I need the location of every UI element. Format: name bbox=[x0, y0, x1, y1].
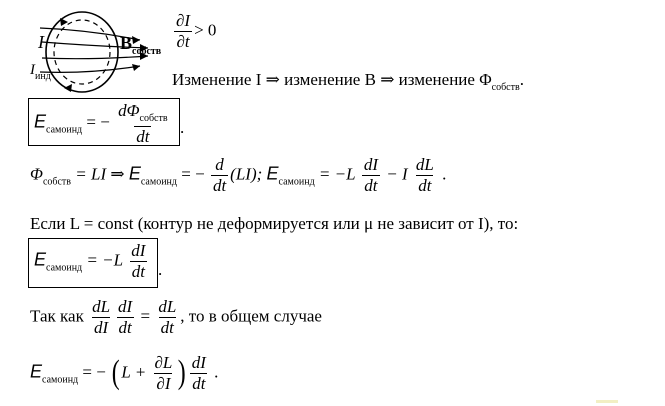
condition-fraction: $\frac{\partial I}{\partial t}$ > 0 bbox=[176, 11, 217, 51]
field-label: $B_{собств}$ bbox=[120, 33, 162, 57]
coil-loop-outer bbox=[46, 12, 118, 92]
current-label: I bbox=[38, 32, 44, 52]
formula-flux-LI: $\Phi_{собств}$ = LI ⇒ $E_{самоинд}$ = − $\frac{d}{dt}$ (LI); $E_{самоинд} = -L$ $\frac{dI}{dt}$ − I $\frac{dL}{dt}$ . bbox=[30, 155, 447, 195]
formula-3-end: . bbox=[158, 260, 163, 279]
formula-self-induction-flux: $E_{самоинд}$ = − $\frac{d\Phi_{собств}}{dt}$ bbox=[34, 101, 168, 146]
induced-current-label: $I_{инд}$ bbox=[30, 62, 51, 82]
constant-L-condition-text: Если L = const (контур не деформируется или μ не зависит от I), то: bbox=[30, 214, 519, 233]
formula-self-induction-constant-L: $E_{самоинд} = -L$ $\frac{dI}{dt}$ bbox=[34, 241, 146, 281]
corner-marker bbox=[596, 400, 618, 403]
formula-self-induction-general: $E_{самоинд}$ = − (L + $\frac{\partial L}{\partial I}$ ) $\frac{dI}{dt}$ . bbox=[30, 353, 219, 393]
general-case-text: Так как $\frac{dL}{dI}$ $\frac{dI}{dt}$ = $\frac{dL}{dt}$ , то в общем случае bbox=[30, 297, 322, 337]
formula-1-end: . bbox=[180, 118, 185, 137]
change-chain-text: Изменение I ⇒ изменение B ⇒ изменение $\Phi_{собств}$. bbox=[172, 70, 524, 93]
